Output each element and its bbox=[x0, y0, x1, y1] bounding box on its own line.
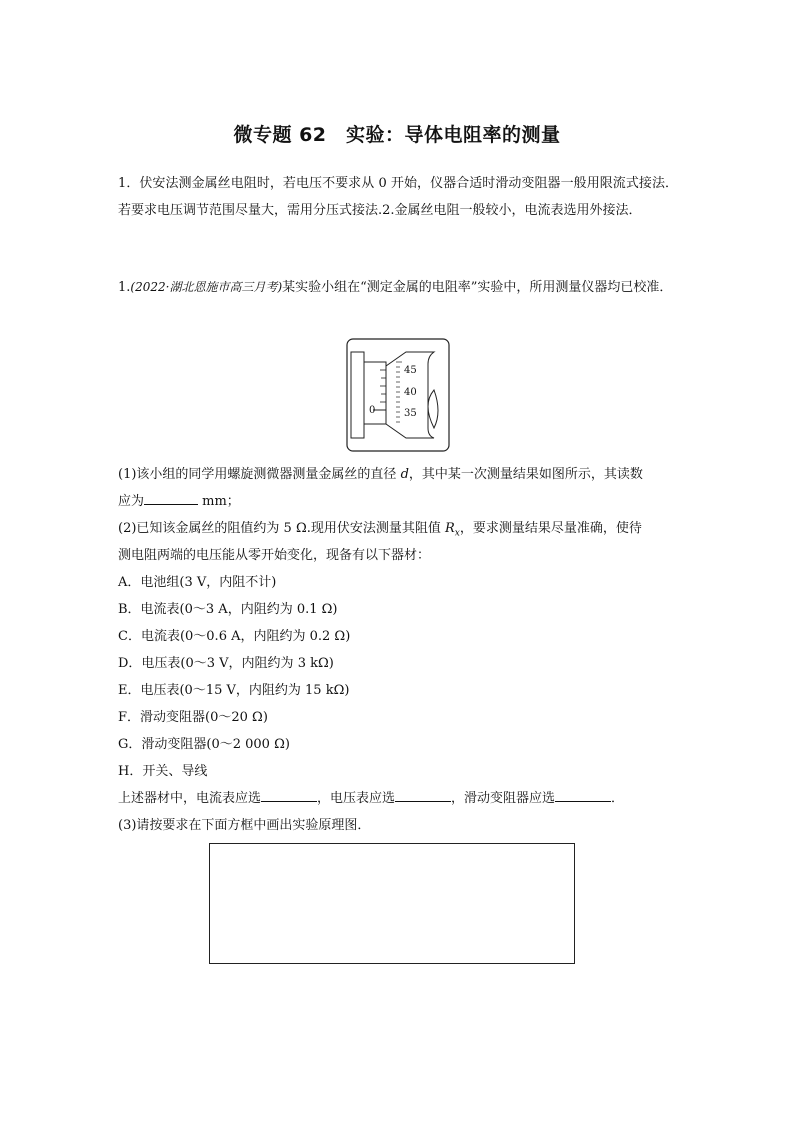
voltmeter-answer-blank[interactable] bbox=[395, 787, 451, 802]
option-b: B．电流表(0～3 A，内阻约为 0.1 Ω) bbox=[118, 602, 338, 617]
option-h: H．开关、导线 bbox=[118, 764, 208, 779]
question-number: 1. bbox=[118, 280, 131, 295]
part3-instruction: (3)请按要求在下面方框中画出实验原理图． bbox=[118, 818, 371, 833]
selection-line bbox=[118, 787, 624, 806]
question-stem bbox=[118, 274, 678, 301]
part1-unit: mm； bbox=[198, 494, 240, 509]
micrometer-figure bbox=[346, 338, 450, 456]
part1-text-c: 应为 bbox=[118, 494, 145, 509]
page-title: 微专题 62 实验：导体电阻率的测量 bbox=[233, 124, 561, 146]
question-source: (2022·湖北恩施市高三月考) bbox=[130, 280, 283, 294]
var-r: R bbox=[445, 521, 455, 536]
sleeve-zero-label: 0 bbox=[369, 405, 376, 416]
question-stem-text: 某实验小组在“测定金属的电阻率”实验中，所用测量仪器均已校准． bbox=[282, 280, 673, 295]
part2-text-b: ，要求测量结果尽量准确，使待 bbox=[459, 521, 642, 536]
tips-paragraph: 1．伏安法测金属丝电阻时，若电压不要求从 0 开始，仪器合适时滑动变阻器一般用限流式接法．若要求电压调节范围尽量大，需用分压式接法.2.金属丝电阻一般较小，电流表选用外接法． bbox=[118, 176, 678, 218]
thimble-label-40: 40 bbox=[404, 387, 417, 398]
part2-line2: 测电阻两端的电压能从零开始变化，现备有以下器材： bbox=[118, 548, 431, 563]
selection-text-c: ，滑动变阻器应选 bbox=[451, 791, 556, 806]
rheostat-answer-blank[interactable] bbox=[555, 787, 611, 802]
var-d: d bbox=[400, 467, 409, 482]
selection-text-d: ． bbox=[611, 791, 625, 806]
option-c: C．电流表(0～0.6 A，内阻约为 0.2 Ω) bbox=[118, 629, 351, 644]
option-a: A．电池组(3 V，内阻不计) bbox=[118, 575, 277, 590]
part1-line1 bbox=[118, 463, 643, 482]
var-r-subscript: x bbox=[454, 528, 460, 539]
option-g: G．滑动变阻器(0～2 000 Ω) bbox=[118, 737, 290, 752]
part1-text-a: (1)该小组的同学用螺旋测微器测量金属丝的直径 bbox=[118, 467, 401, 482]
thimble-label-35: 35 bbox=[404, 408, 417, 419]
selection-text-b: ，电压表应选 bbox=[317, 791, 396, 806]
part1-line2 bbox=[118, 490, 240, 509]
thimble-label-45: 45 bbox=[404, 365, 417, 376]
ammeter-answer-blank[interactable] bbox=[261, 787, 317, 802]
circuit-drawing-box[interactable] bbox=[209, 843, 575, 964]
selection-text-a: 上述器材中，电流表应选 bbox=[118, 791, 262, 806]
option-d: D．电压表(0～3 V，内阻约为 3 kΩ) bbox=[118, 656, 334, 671]
part2-text-a: (2)已知该金属丝的阻值约为 5 Ω.现用伏安法测量其阻值 bbox=[118, 521, 445, 536]
option-f: F．滑动变阻器(0～20 Ω) bbox=[118, 710, 268, 725]
part1-text-b: ，其中某一次测量结果如图所示，其读数 bbox=[408, 467, 643, 482]
option-e: E．电压表(0～15 V，内阻约为 15 kΩ) bbox=[118, 683, 350, 698]
part2-line1 bbox=[118, 517, 642, 539]
diameter-answer-blank[interactable] bbox=[144, 490, 198, 505]
